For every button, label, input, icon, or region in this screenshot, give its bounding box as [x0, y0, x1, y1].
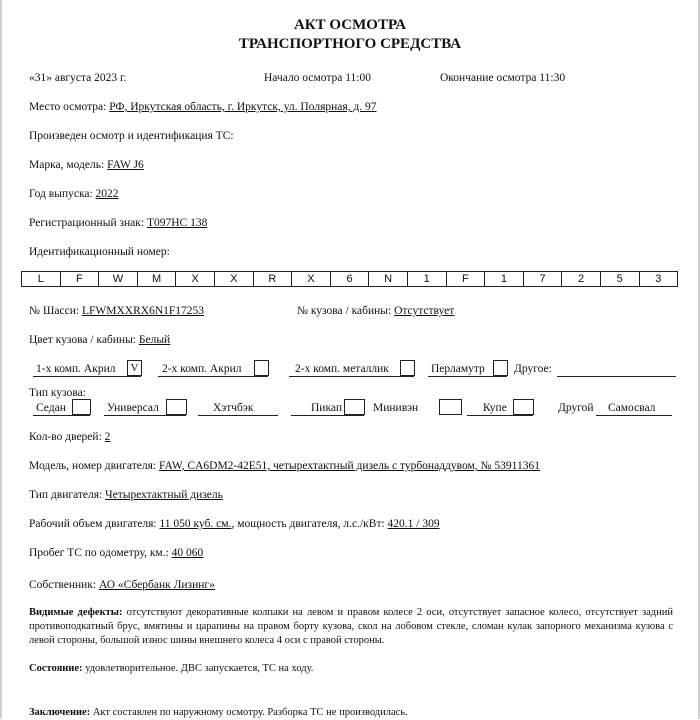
make-row [29, 158, 144, 172]
body-sedan-label: Седан [36, 402, 66, 414]
body-other-line [596, 415, 672, 416]
vin-cell: X [291, 271, 331, 287]
place-value: РФ, Иркутская область, г. Иркутск, ул. Полярная, д. 97 [109, 101, 377, 113]
engine-value: FAW, CA6DM2-42E51, четырехтактный дизель с турбонаддувом, № 53911361 [158, 460, 540, 472]
condition-text: удовлетворительное. ДВС запускается, ТС на ходу. [82, 663, 314, 674]
vin-cell: W [98, 271, 138, 287]
body-minivan-label: Минивэн [373, 402, 419, 414]
mileage-row [29, 546, 203, 560]
color-row [29, 333, 170, 347]
year-row [29, 187, 119, 201]
body-minivan-checkbox[interactable] [439, 399, 462, 415]
body-number-row [297, 304, 454, 318]
vin-cell: N [368, 271, 408, 287]
vin-label: Идентификационный номер: [29, 246, 170, 258]
owner-label: Собственник: [29, 579, 97, 591]
paint-acryl-2k-label: 2-х комп. Акрил [162, 363, 242, 375]
inspection-label: Произведен осмотр и идентификация ТС: [29, 130, 234, 142]
paint-acryl-2k-checkbox[interactable] [254, 360, 269, 376]
vin-cell: 6 [330, 271, 370, 287]
conclusion-label: Заключение: [29, 707, 91, 718]
vin-cell: 3 [639, 271, 679, 287]
engine-type-row [29, 488, 223, 502]
vin-cell: 1 [484, 271, 524, 287]
inspection-start: Начало осмотра 11:00 [264, 72, 371, 84]
year-label: Год выпуска: [29, 188, 93, 200]
make-value: FAW J6 [107, 159, 144, 171]
color-label: Цвет кузова / кабины: [29, 334, 136, 346]
paint-other-label: Другое: [514, 363, 552, 375]
color-value: Белый [138, 334, 171, 346]
body-type-underline [198, 415, 278, 416]
defects-text: отсутствуют декоративные колпаки на левом и правом колесе 2 оси, отсутствует запасное колесо, отсутствует задний противоподкатный брус, вмятины и царапины на правом борту кузова, скол на лобовом стекле, сломан кулак запорного механизма кузова с левой стороны, большой износ шины внешнего колеса 4 оси с правой стороны. [29, 607, 673, 646]
engine-row [29, 459, 540, 473]
paint-other-line [557, 376, 676, 377]
paint-metallic-label: 2-х комп. металлик [295, 363, 389, 375]
paint-underline [428, 376, 507, 377]
conclusion-text: Акт составлен по наружному осмотру. Разборка ТС не производилась. [90, 707, 408, 718]
vin-cell: R [253, 271, 293, 287]
body-type-underline [291, 415, 364, 416]
body-type-underline [467, 415, 533, 416]
defects-label: Видимые дефекты: [29, 607, 123, 618]
engine-type-value: Четырехтактный дизель [105, 489, 223, 501]
body-type-underline [33, 415, 90, 416]
mileage-value: 40 060 [171, 547, 204, 559]
power-label: , мощность двигателя, л.с./кВт: [231, 518, 385, 530]
vin-cell: M [137, 271, 177, 287]
doors-label: Кол-во дверей: [29, 431, 102, 443]
owner-value: АО «Сбербанк Лизинг» [99, 579, 215, 591]
paint-underline [289, 376, 414, 377]
body-coupe-label: Купе [483, 402, 507, 414]
paint-pearl-label: Перламутр [431, 363, 485, 375]
body-coupe-checkbox[interactable] [513, 399, 534, 415]
plate-label: Регистрационный знак: [29, 217, 145, 229]
paint-metallic-checkbox[interactable] [400, 360, 415, 376]
body-type-underline [104, 415, 186, 416]
place-row [29, 100, 377, 114]
defects-paragraph [29, 606, 673, 648]
body-pickup-label: Пикап [311, 402, 342, 414]
body-type-label: Тип кузова: [29, 387, 86, 399]
page-edge-left [0, 0, 2, 719]
inspection-date: «31» августа 2023 г. [29, 72, 127, 84]
body-wagon-checkbox[interactable] [166, 399, 187, 415]
chassis-row [29, 304, 204, 318]
mileage-label: Пробег ТС по одометру, км.: [29, 547, 169, 559]
plate-value: Т097НС 138 [146, 217, 208, 229]
volume-row [29, 517, 440, 531]
body-pickup-checkbox[interactable] [344, 399, 365, 415]
body-number-label: № кузова / кабины: [297, 305, 392, 317]
vin-cell: X [214, 271, 254, 287]
condition-label: Состояние: [29, 663, 83, 674]
volume-value: 11 050 куб. см. [159, 518, 232, 530]
paint-pearl-checkbox[interactable] [493, 360, 508, 376]
body-wagon-label: Универсал [107, 402, 159, 414]
body-sedan-checkbox[interactable] [72, 399, 91, 415]
paint-underline [33, 376, 141, 377]
vin-cell: L [21, 271, 61, 287]
vin-cell: F [60, 271, 100, 287]
body-number-value: Отсутствует [394, 305, 455, 317]
vin-cell: F [446, 271, 486, 287]
doors-value: 2 [104, 431, 111, 443]
vin-grid [22, 271, 678, 287]
vin-cell: X [175, 271, 215, 287]
place-label: Место осмотра: [29, 101, 107, 113]
condition-paragraph [29, 662, 673, 676]
body-other-value: Самосвал [608, 402, 656, 414]
volume-label: Рабочий объем двигателя: [29, 518, 157, 530]
vin-cell: 7 [523, 271, 563, 287]
body-hatch-label: Хэтчбэк [213, 402, 254, 414]
make-label: Марка, модель: [29, 159, 105, 171]
body-other-label: Другой [558, 402, 594, 414]
power-value: 420.1 / 309 [387, 518, 440, 530]
conclusion-paragraph [29, 706, 673, 720]
vin-cell: 2 [561, 271, 601, 287]
engine-type-label: Тип двигателя: [29, 489, 103, 501]
vin-cell: 5 [600, 271, 640, 287]
paint-acryl-1k-checkbox[interactable]: V [127, 360, 142, 376]
inspection-end: Окончание осмотра 11:30 [440, 72, 566, 84]
paint-underline [158, 376, 268, 377]
engine-label: Модель, номер двигателя: [29, 460, 157, 472]
vin-cell: 1 [407, 271, 447, 287]
doors-row [29, 430, 110, 444]
chassis-label: № Шасси: [29, 305, 80, 317]
document-title-line2: ТРАНСПОРТНОГО СРЕДСТВА [238, 36, 462, 52]
chassis-value: LFWMXXRX6N1F17253 [82, 305, 205, 317]
plate-row [29, 216, 207, 230]
owner-row [29, 578, 215, 592]
document-title-line1: АКТ ОСМОТРА [293, 17, 407, 33]
paint-acryl-1k-label: 1-х комп. Акрил [36, 363, 116, 375]
year-value: 2022 [95, 188, 119, 200]
